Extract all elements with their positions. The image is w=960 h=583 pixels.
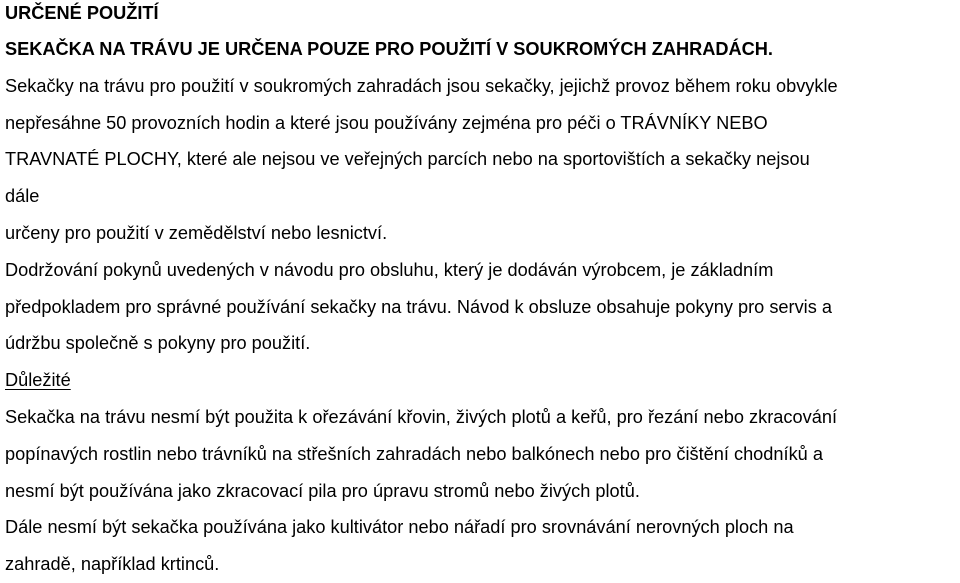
important-line: Sekačka na trávu nesmí být použita k ořezávání křovin, živých plotů a keřů, pro řezání nebo zkracování: [5, 406, 837, 427]
important-line: Dále nesmí být sekačka používána jako kultivátor nebo nářadí pro srovnávání nerovných ploch na: [5, 517, 794, 538]
paragraph-line: dále: [5, 186, 40, 207]
paragraph-line: Sekačky na trávu pro použití v soukromých zahradách jsou sekačky, jejichž provoz během roku obvykle: [5, 75, 838, 96]
section-heading: URČENÉ POUŽITÍ: [5, 3, 159, 23]
paragraph-line: předpokladem pro správné používání sekačky na trávu. Návod k obsluze obsahuje pokyny pro servis a: [5, 296, 832, 317]
important-line: nesmí být používána jako zkracovací pila pro úpravu stromů nebo živých plotů.: [5, 480, 640, 501]
document-page: [5, 0, 957, 583]
important-label-text: Důležité: [5, 370, 71, 391]
important-label: [5, 362, 957, 399]
paragraph-line: údržbu společně s pokyny pro použití.: [5, 333, 311, 354]
paragraph-line: určeny pro použití v zemědělství nebo lesnictví.: [5, 222, 388, 243]
important-line: popínavých rostlin nebo trávníků na střešních zahradách nebo balkónech nebo pro čištění chodníků a: [5, 443, 823, 464]
paragraph-line: Dodržování pokynů uvedených v návodu pro obsluhu, který je dodáván výrobcem, je základním: [5, 259, 774, 280]
paragraph-line: nepřesáhne 50 provozních hodin a které jsou používány zejména pro péči o TRÁVNÍKY NEBO: [5, 112, 768, 133]
paragraph-line: TRAVNATÉ PLOCHY, které ale nejsou ve veřejných parcích nebo na sportovištích a sekačky nejsou: [5, 149, 810, 170]
section-subheading: SEKAČKA NA TRÁVU JE URČENA POUZE PRO POUŽITÍ V SOUKROMÝCH ZAHRADÁCH.: [5, 39, 773, 59]
important-line: zahradě, například krtinců.: [5, 554, 220, 575]
